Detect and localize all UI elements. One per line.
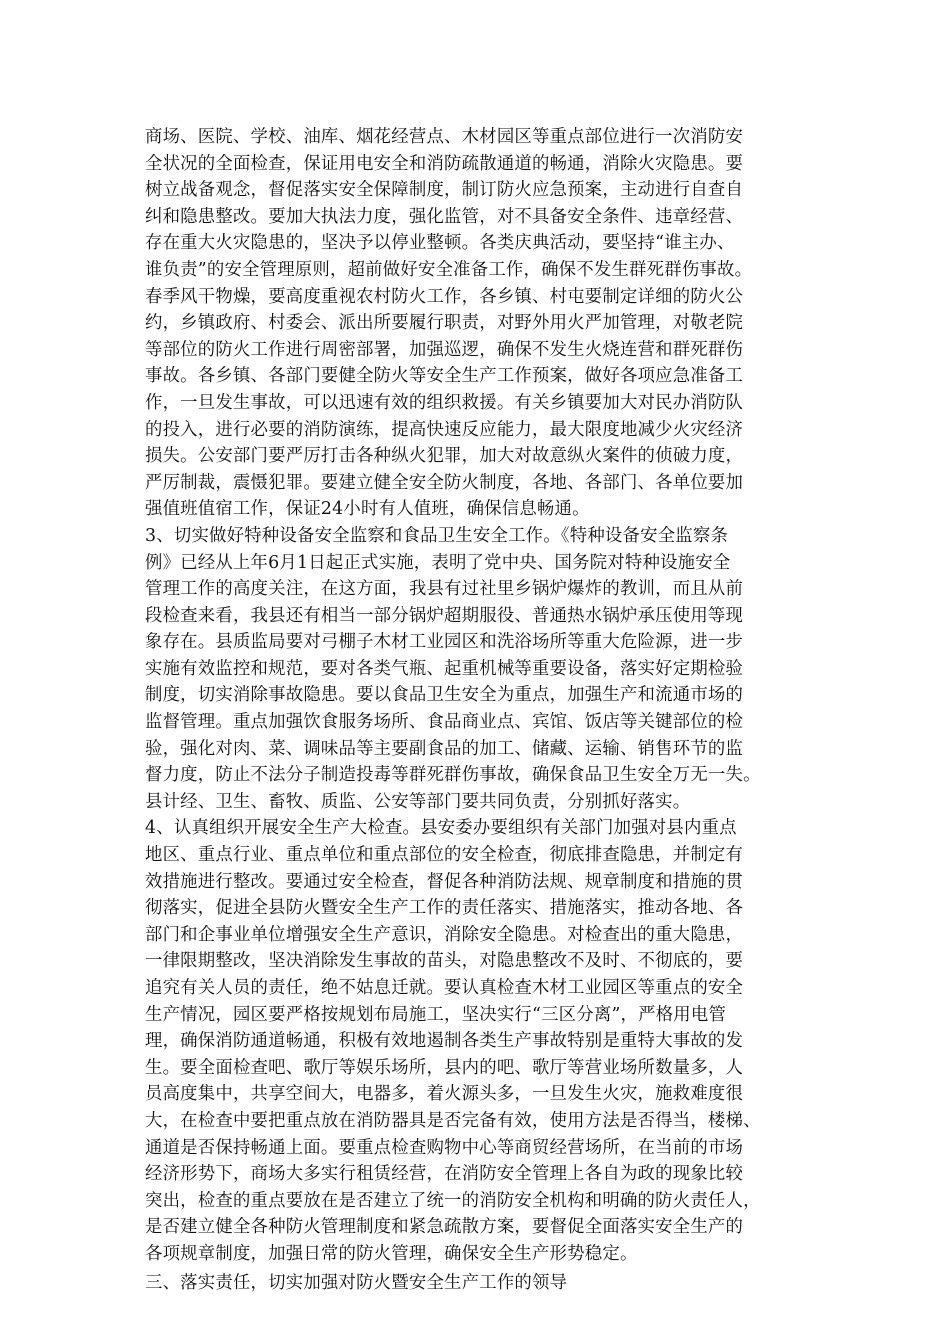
text-line: 春季风干物燥，要高度重视农村防火工作，各乡镇、村屯要制定详细的防火公 [145, 286, 744, 307]
text-line: 管理工作的高度关注，在这方面，我县有过社里乡锅炉爆炸的教训，而且从前 [145, 579, 744, 600]
text-line: 象存在。县质监局要对弓棚子木材工业园区和洗浴场所等重大危险源，进一步 [145, 632, 744, 653]
text-line: 等部位的防火工作进行周密部署，加强巡逻，确保不发生火烧连营和群死群伤 [145, 339, 744, 360]
text-line: 是否建立健全各种防火管理制度和紧急疏散方案，要督促全面落实安全生产的 [145, 1217, 744, 1238]
text-line: 部门和企事业单位增强安全生产意识，消除安全隐患。对检查出的重大隐患， [145, 924, 744, 945]
text-line: 县计经、卫生、畜牧、质监、公安等部门要共同负责，分别抓好落实。 [145, 791, 691, 812]
text-line: 彻落实，促进全县防火暨安全生产工作的责任落实、措施落实，推动各地、各 [145, 898, 744, 919]
text-line: 的投入，进行必要的消防演练，提高快速反应能力，最大限度地减少火灾经济 [145, 419, 744, 440]
text-line: 生。要全面检查吧、歌厅等娱乐场所，县内的吧、歌厅等营业场所数量多，人 [145, 1057, 744, 1078]
text-line: 纠和隐患整改。要加大执法力度，强化监管，对不具备安全条件、违章经营、 [145, 206, 744, 227]
text-line: 经济形势下，商场大多实行租赁经营，在消防安全管理上各自为政的现象比较 [145, 1164, 744, 1185]
text-line: 地区、重点行业、重点单位和重点部位的安全检查，彻底排查隐患，并制定有 [145, 845, 744, 866]
text-line: 树立战备观念，督促落实安全保障制度，制订防火应急预案，主动进行自查自 [145, 180, 744, 201]
body-text [145, 124, 805, 1296]
text-line: 督力度，防止不法分子制造投毒等群死群伤事故，确保食品卫生安全万无一失。 [145, 765, 761, 786]
text-line: 商场、医院、学校、油库、烟花经营点、木材园区等重点部位进行一次消防安 [145, 127, 744, 147]
text-line: 事故。各乡镇、各部门要健全防火等安全生产工作预案，做好各项应急准备工 [145, 366, 744, 387]
text-line: 制度，切实消除事故隐患。要以食品卫生安全为重点，加强生产和流通市场的 [145, 685, 744, 706]
text-line: 严厉制裁，震慑犯罪。要建立健全安全防火制度，各地、各部门、各单位要加 [145, 472, 744, 493]
section-heading: 三、落实责任，切实加强对防火暨安全生产工作的领导 [145, 1272, 568, 1293]
text-line: 生产情况，园区要严格按规划布局施工，坚决实行“三区分离”，严格用电管 [145, 1004, 727, 1025]
section-3-first-line: 3、切实做好特种设备安全监察和食品卫生安全工作。《特种设备安全监察条 [145, 525, 729, 546]
text-line: 约，乡镇政府、村委会、派出所要履行职责，对野外用火严加管理，对敬老院 [145, 313, 744, 334]
text-line: 强值班值宿工作，保证24小时有人值班，确保信息畅通。 [145, 499, 590, 520]
text-line: 段检查来看，我县还有相当一部分锅炉超期服役、普通热水锅炉承压使用等现 [145, 605, 744, 626]
text-line: 损失。公安部门要严厉打击各种纵火犯罪，加大对故意纵火案件的侦破力度， [145, 446, 744, 467]
text-line: 效措施进行整改。要通过安全检查，督促各种消防法规、规章制度和措施的贯 [145, 871, 744, 892]
text-line: 例》已经从上年6月1日起正式实施，表明了党中央、国务院对特种设施安全 [145, 552, 731, 573]
text-line: 谁负责”的安全管理原则，超前做好安全准备工作，确保不发生群死群伤事故。 [145, 259, 753, 280]
text-line: 理，确保消防通道畅通，积极有效地遏制各类生产事故特别是重特大事故的发 [145, 1031, 744, 1052]
text-line: 存在重大火灾隐患的，坚决予以停业整顿。各类庆典活动，要坚持“谁主办、 [145, 233, 735, 254]
text-line: 全状况的全面检查，保证用电安全和消防疏散通道的畅通，消除火灾隐患。要 [145, 153, 744, 174]
text-line: 验，强化对肉、菜、调味品等主要副食品的加工、储藏、运输、销售环节的监 [145, 738, 744, 759]
section-4-first-line: 4、认真组织开展安全生产大检查。县安委办要组织有关部门加强对县内重点 [145, 818, 737, 839]
text-line: 员高度集中，共享空间大，电器多，着火源头多，一旦发生火灾，施救难度很 [145, 1084, 744, 1105]
text-line: 追究有关人员的责任，绝不姑息迁就。要认真检查木材工业园区等重点的安全 [145, 978, 744, 998]
text-line: 一律限期整改，坚决消除发生事故的苗头，对隐患整改不及时、不彻底的，要 [145, 951, 744, 972]
text-line: 实施有效监控和规范，要对各类气瓶、起重机械等重要设备，落实好定期检验 [145, 658, 744, 679]
text-line: 各项规章制度，加强日常的防火管理，确保安全生产形势稳定。 [145, 1243, 638, 1264]
text-line: 通道是否保持畅通上面。要重点检查购物中心等商贸经营场所，在当前的市场 [145, 1137, 744, 1158]
text-line: 监督管理。重点加强饮食服务场所、食品商业点、宾馆、饭店等关键部位的检 [145, 712, 744, 733]
text-line: 突出，检查的重点要放在是否建立了统一的消防安全机构和明确的防火责任人， [145, 1190, 761, 1211]
text-line: 作，一旦发生事故，可以迅速有效的组织救援。有关乡镇要加大对民办消防队 [145, 392, 744, 413]
text-line: 大，在检查中要把重点放在消防器具是否完备有效，使用方法是否得当，楼梯、 [145, 1110, 761, 1131]
